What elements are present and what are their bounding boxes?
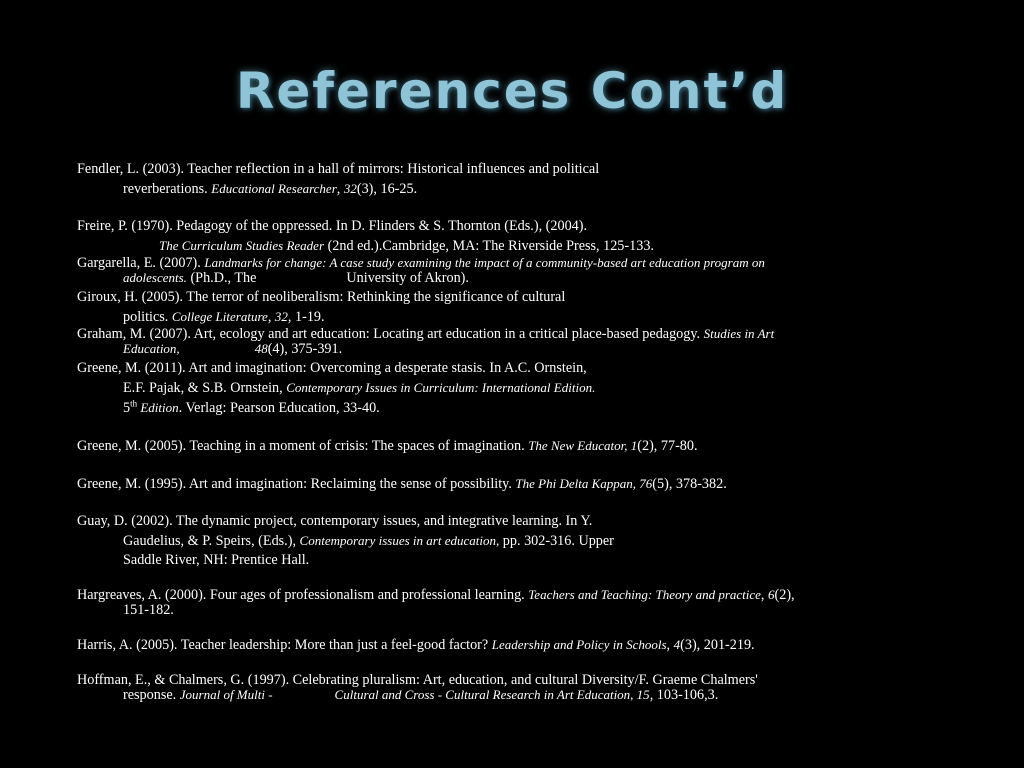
- ref-line: Freire, P. (1970). Pedagogy of the oppressed. In D. Flinders & S. Thornton (Eds.), (2004).: [77, 218, 588, 234]
- ref-text: Graham, M. (2007). Art, ecology and art education: Locating art education in a critical place-based pedagogy.: [77, 326, 704, 342]
- ref-line: [77, 531, 957, 551]
- dissertation-title: adolescents.: [123, 269, 187, 285]
- reference-greene-1995: [77, 474, 957, 494]
- ref-text: response.: [123, 686, 180, 703]
- ref-text: (4), 375-391.: [267, 340, 343, 357]
- ref-text: (3), 16-25.: [356, 181, 418, 197]
- ref-text: Harris, A. (2005). Teacher leadership: More than just a feel-good factor?: [77, 637, 492, 653]
- ref-line: [77, 256, 957, 271]
- ref-line: Giroux, H. (2005). The terror of neoliberalism: Rethinking the significance of cultural: [77, 289, 566, 305]
- ref-text: ,: [760, 587, 769, 603]
- ref-line: [77, 635, 957, 655]
- volume: 4: [673, 637, 681, 652]
- ref-text: Hargreaves, A. (2000). Four ages of professionalism and professional learning.: [77, 587, 529, 603]
- reference-greene-2011: [77, 359, 957, 418]
- book-title: The Curriculum Studies Reader: [159, 238, 325, 253]
- ref-text: University of Akron).: [346, 269, 469, 286]
- ref-line: Greene, M. (2011). Art and imagination: Overcoming a desperate stasis. In A.C. Ornstein,: [77, 360, 587, 376]
- journal-title: Teachers and Teaching: Theory and practice: [528, 587, 761, 602]
- volume: 6: [768, 587, 775, 602]
- reference-giroux: [77, 288, 957, 327]
- ref-text: . Verlag: Pearson Education, 33-40.: [178, 400, 380, 416]
- ref-line: Guay, D. (2002). The dynamic project, contemporary issues, and integrative learning. In Y.: [77, 513, 593, 529]
- ref-text: (3), 201-219.: [680, 637, 755, 653]
- book-title: Contemporary Issues in Curriculum: International Edition.: [286, 380, 596, 395]
- ref-text: Gaudelius, & P. Speirs, (Eds.),: [123, 533, 300, 549]
- ref-text: Gargarella, E. (2007).: [77, 255, 205, 271]
- ref-text: (5), 378-382.: [652, 476, 727, 492]
- reference-graham: [77, 327, 957, 356]
- ref-text: (2), 77-80.: [637, 438, 698, 454]
- volume: 32: [343, 181, 357, 196]
- ref-text: , 103-106,3.: [649, 686, 719, 703]
- dissertation-title: Landmarks for change: A case study examining the impact of a community-based art education program on: [204, 255, 765, 270]
- journal-title: Studies in Art: [703, 326, 775, 341]
- journal-title: The Phi Delta Kappan, 76: [515, 476, 653, 491]
- ref-line: Fendler, L. (2003). Teacher reflection in a hall of mirrors: Historical influences and political: [77, 161, 600, 177]
- reference-hoffman: [77, 673, 957, 702]
- ref-text: Greene, M. (2005). Teaching in a moment of crisis: The spaces of imagination.: [77, 438, 529, 454]
- ref-text: (2),: [774, 587, 795, 603]
- ref-text: , 1-19.: [287, 309, 325, 325]
- book-title: Contemporary issues in art education,: [299, 533, 500, 548]
- reference-gargarella: [77, 256, 957, 285]
- ref-line: [77, 436, 957, 456]
- volume: 32: [274, 309, 288, 324]
- volume: 48: [254, 340, 268, 356]
- ref-line: [77, 588, 957, 603]
- ref-line: [77, 688, 957, 703]
- ref-text: reverberations.: [123, 181, 212, 197]
- ref-text: 5: [123, 400, 131, 416]
- ref-line: Saddle River, NH: Prentice Hall.: [123, 552, 310, 568]
- reference-greene-2005: [77, 436, 957, 456]
- journal-title: Educational Researcher: [211, 181, 337, 196]
- ref-line: [77, 342, 957, 357]
- slide-title: References Cont’d: [235, 62, 789, 120]
- journal-title: Education,: [123, 340, 180, 356]
- journal-title: Journal of Multi -: [179, 686, 273, 702]
- ref-line: [77, 327, 957, 342]
- ref-text: (2nd ed.).Cambridge, MA: The Riverside Press, 125-133.: [324, 238, 654, 254]
- reference-freire: [77, 217, 957, 256]
- ref-text: ,: [666, 637, 674, 653]
- journal-title: Leadership and Policy in Schools: [491, 637, 667, 652]
- ref-text: E.F. Pajak, & S.B. Ornstein,: [123, 380, 287, 396]
- reference-hargreaves: [77, 588, 957, 617]
- ref-line: [77, 474, 957, 494]
- ref-text: ,: [336, 181, 344, 197]
- ref-line: Hoffman, E., & Chalmers, G. (1997). Celebrating pluralism: Art, education, and cultural Diversity/F. Graeme Chalmers': [77, 672, 758, 688]
- journal-title: College Literature: [171, 309, 268, 324]
- ref-line: [77, 307, 957, 327]
- ref-line: [77, 378, 957, 398]
- ref-line: [77, 271, 957, 286]
- journal-title: Cultural and Cross - Cultural Research in Art Education, 15: [334, 686, 650, 702]
- ref-text: politics.: [123, 309, 172, 325]
- ref-text: (Ph.D., The: [186, 269, 257, 286]
- ref-line: [77, 179, 957, 199]
- ref-line: [77, 398, 957, 418]
- reference-harris: [77, 635, 957, 655]
- book-title: Edition: [137, 400, 179, 415]
- journal-title: The New Educator, 1: [528, 438, 638, 453]
- reference-fendler: [77, 160, 957, 199]
- reference-list: [77, 160, 957, 702]
- reference-guay: [77, 512, 957, 570]
- superscript: th: [130, 398, 138, 409]
- ref-line: 151-182.: [123, 601, 174, 618]
- ref-text: pp. 302-316. Upper: [499, 533, 614, 549]
- ref-text: ,: [267, 309, 275, 325]
- ref-text: Greene, M. (1995). Art and imagination: Reclaiming the sense of possibility.: [77, 476, 516, 492]
- ref-line: [77, 236, 957, 256]
